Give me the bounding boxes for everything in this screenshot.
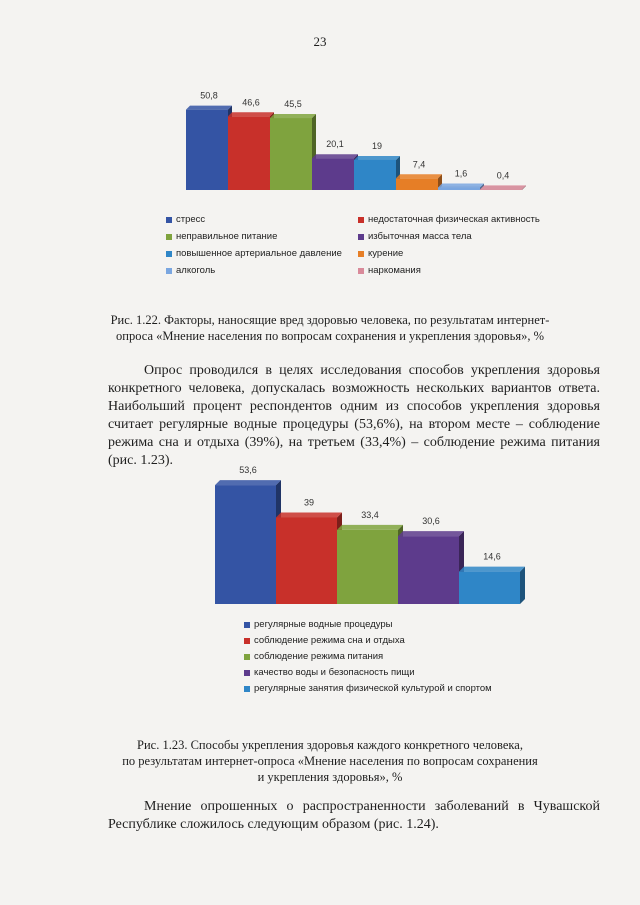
legend-swatch [244, 686, 250, 692]
bar-top [276, 512, 342, 517]
bar-top [398, 531, 464, 536]
legend-swatch [244, 670, 250, 676]
chart-health-methods-legend [244, 619, 574, 699]
legend-label: наркомания [368, 265, 421, 276]
chart-health-methods [0, 465, 640, 612]
bar [228, 112, 274, 190]
bar [354, 156, 400, 190]
bar-front [337, 530, 398, 604]
bar-top [438, 183, 484, 187]
chart-harm-factors-legend [166, 214, 566, 284]
data-label: 46,6 [242, 97, 260, 108]
data-label: 53,6 [239, 465, 257, 476]
bar [438, 183, 484, 190]
legend-item [358, 214, 540, 225]
legend-item [244, 651, 383, 662]
legend-label: повышенное артериальное давление [176, 248, 342, 259]
bar-front [186, 110, 228, 190]
bar-front [228, 116, 270, 190]
bar [459, 567, 525, 604]
data-label: 19 [371, 140, 383, 151]
legend-item [358, 265, 421, 276]
data-label: 1,6 [454, 168, 468, 179]
legend-item [166, 265, 215, 276]
bar-front [396, 178, 438, 190]
legend-item [244, 683, 492, 694]
legend-item [244, 667, 415, 678]
bar-front [438, 187, 480, 190]
data-label: 45,5 [284, 99, 302, 110]
bar-front [312, 158, 354, 190]
legend-item [244, 635, 405, 646]
legend-swatch [166, 251, 172, 257]
data-label: 30,6 [422, 516, 440, 527]
data-label: 0,4 [496, 170, 510, 181]
body-paragraph-1: Опрос проводился в целях исследования способов укрепления здоровья конкретного человека, допускалась возможность нескольких вариантов ответа. Наибольший процент респондентов одним из способов укрепления здоровья считает регулярные водные процедуры (53,6%), на втором месте – соблюдение режима сна и отдыха (39%), на третьем (33,4%) – соблюдение режима питания (рис. 1.23). [108, 363, 600, 468]
legend-label: регулярные занятия физической культурой и спортом [254, 683, 492, 694]
legend-item [244, 619, 393, 630]
data-label: 7,4 [412, 159, 426, 170]
legend-item [166, 214, 205, 225]
bar-top [337, 525, 403, 530]
bar-top [228, 112, 274, 116]
legend-label: неправильное питание [176, 231, 278, 242]
legend-label: соблюдение режима сна и отдыха [254, 635, 405, 646]
bar [215, 480, 281, 604]
bar [480, 185, 526, 190]
legend-label: недостаточная физическая активность [368, 214, 540, 225]
legend-label: алкоголь [176, 265, 216, 276]
bar-top [354, 156, 400, 160]
data-label: 20,1 [326, 139, 344, 150]
legend-swatch [166, 234, 172, 240]
bar-front [480, 189, 522, 190]
bar-top [215, 480, 281, 485]
bar-top [270, 114, 316, 118]
legend-item [166, 248, 342, 259]
page-number: 23 [313, 34, 327, 49]
bar [276, 512, 342, 604]
body-paragraph-2: Мнение опрошенных о распространенности заболеваний в Чувашской Республике сложилось следующим образом (рис. 1.24). [108, 799, 600, 832]
figure-caption-1-22 [60, 312, 600, 344]
bar-front [354, 160, 396, 190]
data-label: 33,4 [361, 509, 379, 520]
legend-swatch [358, 251, 364, 257]
legend-swatch [166, 217, 172, 223]
figure-caption-1-23 [60, 737, 600, 785]
bar-top [480, 185, 526, 189]
bar-top [186, 106, 232, 110]
data-label: 50,8 [200, 90, 218, 101]
legend-item [358, 231, 472, 242]
legend-swatch [358, 268, 364, 274]
legend-swatch [244, 638, 250, 644]
data-label: 14,6 [483, 551, 501, 562]
legend-swatch [358, 217, 364, 223]
legend-swatch [244, 622, 250, 628]
legend-label: регулярные водные процедуры [254, 619, 393, 630]
legend-label: качество воды и безопасность пищи [254, 667, 415, 678]
bar [312, 154, 358, 190]
caption-line: Рис. 1.22. Факторы, наносящие вред здоровью человека, по результатам интернет- [110, 313, 550, 327]
bar-front [270, 118, 312, 190]
bar-top [459, 567, 525, 572]
caption-line: опроса «Мнение населения по вопросам сохранения и укрепления здоровья», % [116, 329, 544, 343]
legend-swatch [244, 654, 250, 660]
data-label: 39 [303, 497, 315, 508]
caption-line: и укрепления здоровья», % [257, 770, 403, 784]
legend-label: стресс [176, 214, 206, 225]
bar [186, 106, 232, 190]
legend-swatch [358, 234, 364, 240]
legend-swatch [166, 268, 172, 274]
legend-label: соблюдение режима питания [254, 651, 384, 662]
bar [270, 114, 316, 190]
legend-item [358, 248, 403, 259]
bar-side [520, 567, 525, 604]
caption-line: по результатам интернет-опроса «Мнение населения по вопросам сохранения [122, 754, 538, 768]
legend-label: избыточная масса тела [368, 231, 472, 242]
chart-harm-factors [0, 84, 640, 194]
bar-front [276, 517, 337, 604]
legend-label: курение [368, 248, 404, 259]
bar [396, 174, 442, 190]
bar-top [396, 174, 442, 178]
bar-top [312, 154, 358, 158]
bar [337, 525, 403, 604]
bar-front [398, 536, 459, 604]
bar-front [215, 485, 276, 604]
legend-item [166, 231, 277, 242]
bar [398, 531, 464, 604]
caption-line: Рис. 1.23. Способы укрепления здоровья каждого конкретного человека, [137, 738, 523, 752]
bar-front [459, 572, 520, 604]
